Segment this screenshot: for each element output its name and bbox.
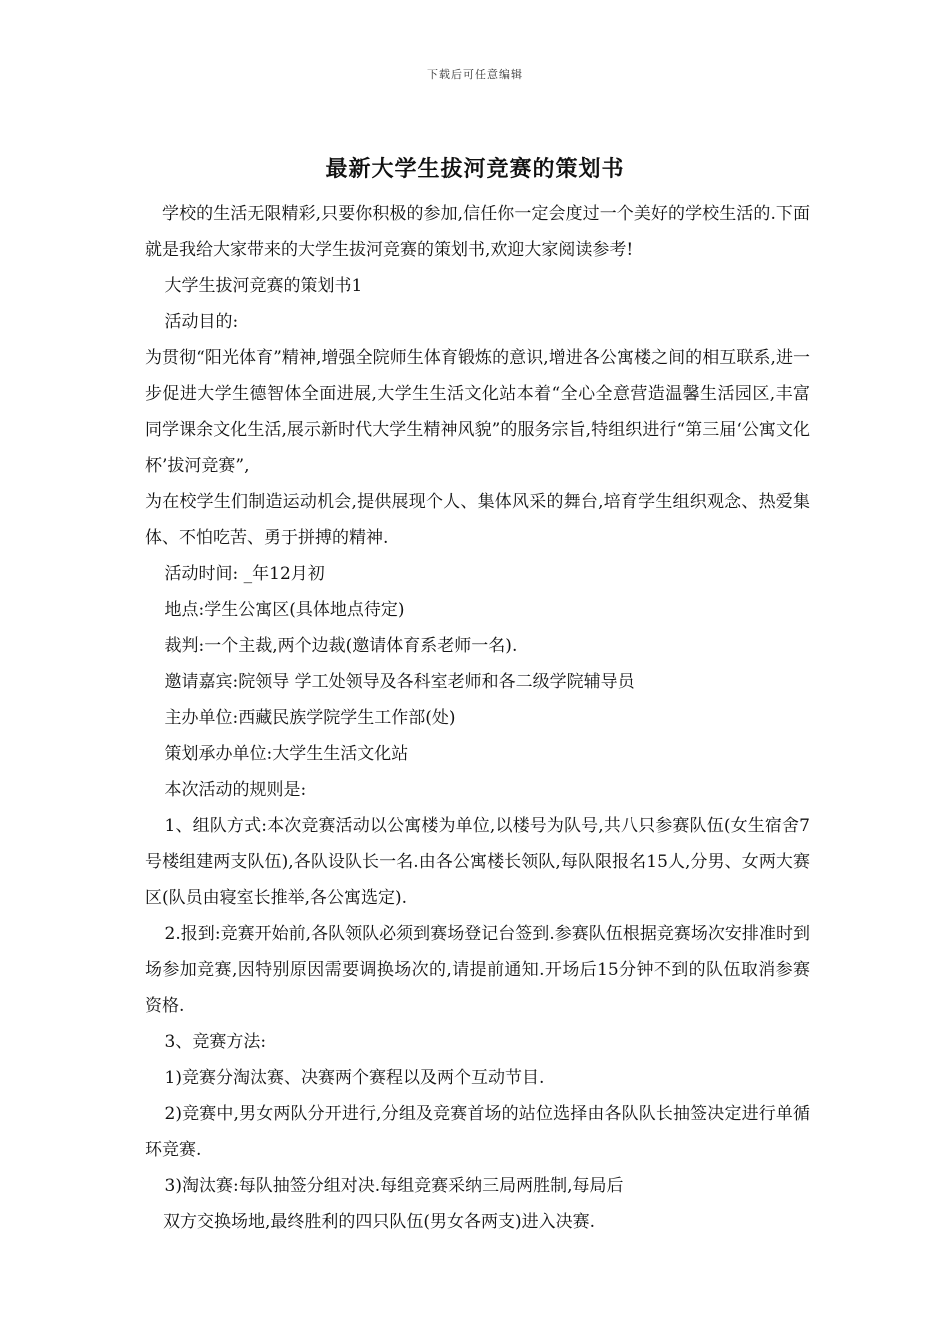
- paragraph-rule-3-label: 3、竞赛方法:: [164, 1032, 267, 1052]
- paragraph-rule-2: 2.报到:竞赛开始前,各队领队必须到赛场登记台签到.参赛队伍根据竞赛场次安排准时到场参加竞赛,因特别原因需要调换场次的,请提前通知.开场后15分钟不到的队伍取消参赛资格.: [145, 924, 810, 1016]
- paragraph-purpose-2: 为在校学生们制造运动机会,提供展现个人、集体风采的舞台,培育学生组织观念、热爱集体、不怕吃苦、勇于拼搏的精神.: [145, 492, 810, 548]
- paragraph-host: 主办单位:西藏民族学院学生工作部(处): [164, 708, 456, 728]
- paragraph-method-2: 2)竞赛中,男女两队分开进行,分组及竞赛首场的站位选择由各队队长抽签决定进行单循环竞赛.: [145, 1104, 810, 1160]
- document-body: [145, 196, 810, 1240]
- paragraph-purpose-label: 活动目的:: [164, 312, 239, 332]
- paragraph-referee: 裁判:一个主裁,两个边裁(邀请体育系老师一名).: [164, 636, 518, 656]
- paragraph-rules-label: 本次活动的规则是:: [164, 780, 307, 800]
- paragraph-guests: 邀请嘉宾:院领导 学工处领导及各科室老师和各二级学院辅导员: [164, 672, 635, 692]
- paragraph-method-3: 3)淘汰赛:每队抽签分组对决.每组竞赛采纳三局两胜制,每局后: [164, 1176, 624, 1196]
- document-title: 最新大学生拔河竞赛的策划书: [325, 156, 625, 182]
- paragraph-method-1: 1)竞赛分淘汰赛、决赛两个赛程以及两个互动节目.: [164, 1068, 545, 1088]
- paragraph-time: 活动时间: _年12月初: [164, 564, 325, 584]
- paragraph-organizer: 策划承办单位:大学生生活文化站: [164, 744, 409, 764]
- paragraph-method-3-cont: 双方交换场地,最终胜利的四只队伍(男女各两支)进入决赛.: [163, 1212, 596, 1232]
- paragraph-intro: 学校的生活无限精彩,只要你积极的参加,信任你一定会度过一个美好的学校生活的.下面就是我给大家带来的大学生拔河竞赛的策划书,欢迎大家阅读参考!: [145, 204, 810, 260]
- paragraph-section-heading: 大学生拔河竞赛的策划书1: [164, 276, 363, 296]
- paragraph-rule-1: 1、组队方式:本次竞赛活动以公寓楼为单位,以楼号为队号,共八只参赛队伍(女生宿舍7号楼组建两支队伍),各队设队长一名.由各公寓楼长领队,每队限报名15人,分男、女两大赛区(队员由寝室长推举,各公寓选定).: [145, 816, 810, 908]
- paragraph-purpose-1: 为贯彻“阳光体育”精神,增强全院师生体育锻炼的意识,增进各公寓楼之间的相互联系,进一步促进大学生德智体全面进展,大学生生活文化站本着“全心全意营造温馨生活园区,丰富同学课余文化生活,展示新时代大学生精神风貌”的服务宗旨,特组织进行“第三届‘公寓文化杯’拔河竞赛”,: [145, 348, 810, 476]
- page-header: 下载后可任意编辑: [427, 68, 523, 81]
- paragraph-location: 地点:学生公寓区(具体地点待定): [164, 600, 405, 620]
